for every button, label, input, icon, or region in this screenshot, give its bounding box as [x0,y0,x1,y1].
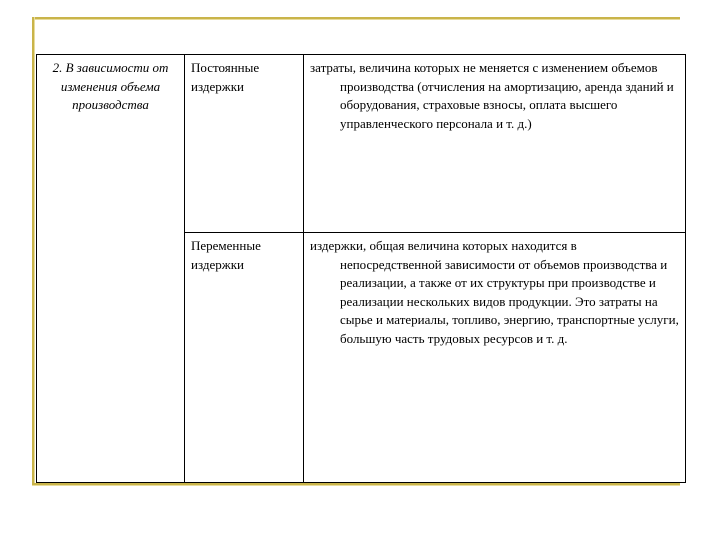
definition-text-fixed: затраты, величина которых не меняется с изменением объемов производства (отчисления на амортизацию, аренда зданий и оборудования, страховые взносы, оплата высшего управленческого персонала и т. д.) [310,60,674,131]
cost-classification-table [36,54,686,483]
definition-cell-fixed [304,55,686,233]
definition-cell-variable [304,233,686,483]
criterion-label: 2. В зависимости от изменения объема производства [52,60,169,112]
criterion-cell [37,55,185,483]
table-row-fixed-costs [37,55,686,233]
cost-type-cell-fixed [185,55,304,233]
cost-type-label-variable: Переменные издержки [191,238,261,272]
cost-type-cell-variable [185,233,304,483]
frame-bottom-rule [32,483,680,486]
frame-left-rule [32,17,35,486]
cost-type-label-fixed: Постоянные издержки [191,60,260,94]
definition-text-variable: издержки, общая величина которых находится в непосредственной зависимости от объемов производства и реализации, а также от их структуры при производстве и реализации нескольких видов продукции. Это затраты на сырье и материалы, топливо, энергию, транспортные услуги, большую часть трудовых ресурсов и т. д. [310,238,679,346]
frame-top-rule [32,17,680,20]
